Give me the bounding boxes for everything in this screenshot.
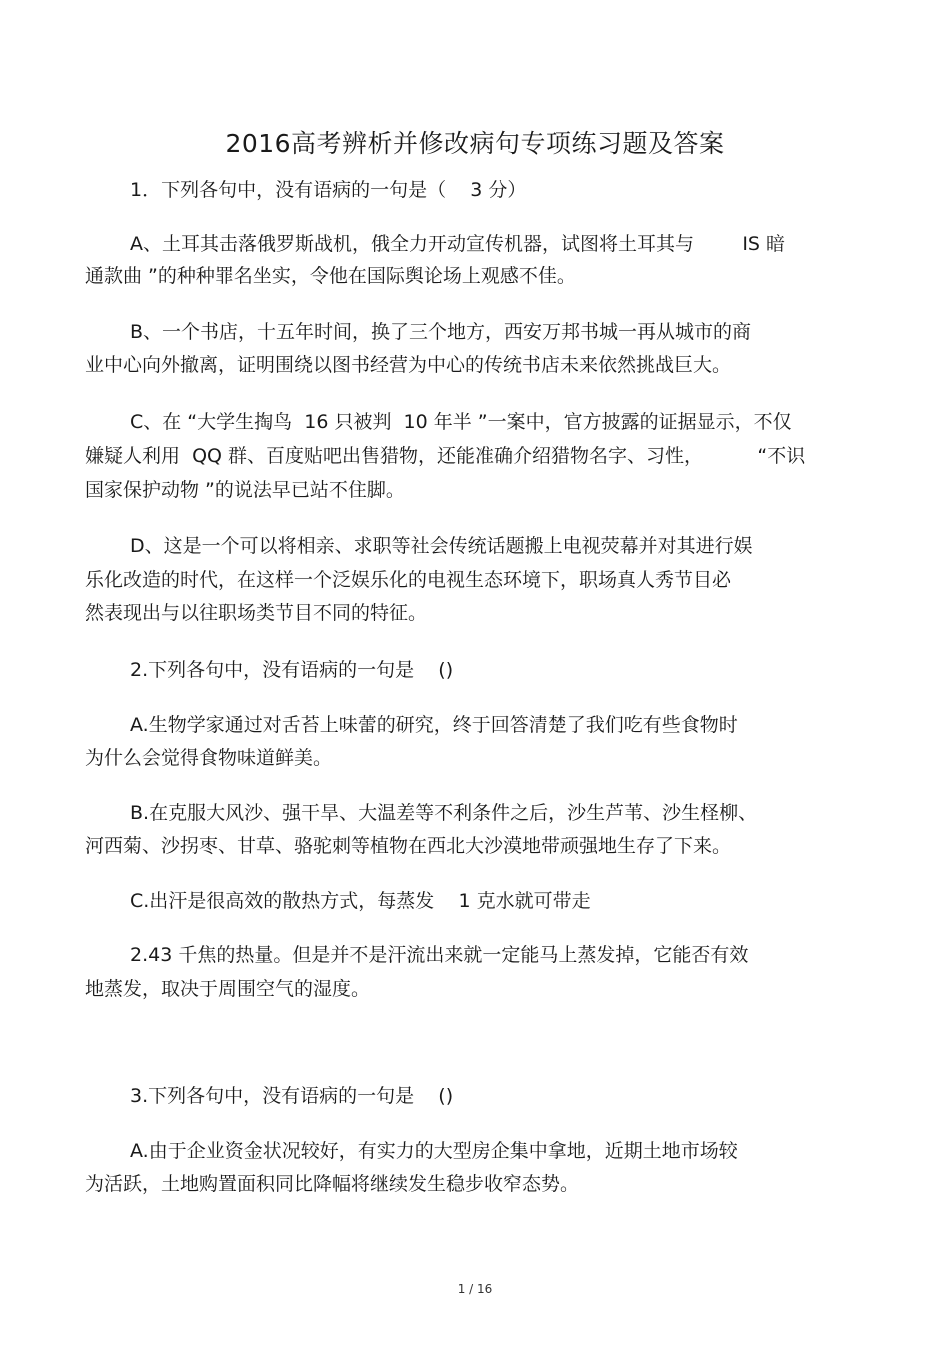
q3-option-a-line-2: 为活跃，土地购置面积同比降幅将继续发生稳步收窄态势。 [85, 1173, 580, 1195]
q2-option-c-line-3: 地蒸发，取决于周围空气的湿度。 [85, 978, 371, 1000]
q1-option-a-line-1: A、土耳其击落俄罗斯战机，俄全力开动宣传机器，试图将土耳其与 IS 暗 [130, 233, 786, 255]
q1-option-a-line-2: 通款曲 ”的种种罪名坐实，令他在国际舆论场上观感不佳。 [85, 265, 576, 287]
q2-option-a-line-1: A.生物学家通过对舌苔上味蕾的研究，终于回答清楚了我们吃有些食物时 [130, 714, 738, 736]
q2-option-a-line-2: 为什么会觉得食物味道鲜美。 [85, 747, 333, 769]
question-2-stem: 2.下列各句中，没有语病的一句是 () [130, 659, 454, 681]
document-title: 2016高考辨析并修改病句专项练习题及答案 [225, 129, 725, 158]
q1-option-d-line-1: D、这是一个可以将相亲、求职等社会传统话题搬上电视荧幕并对其进行娱 [130, 535, 753, 557]
q2-option-b-line-1: B.在克服大风沙、强干旱、大温差等不利条件之后，沙生芦苇、沙生柽柳、 [130, 802, 758, 824]
q2-option-c-line-2: 2.43 千焦的热量。但是并不是汗流出来就一定能马上蒸发掉，它能否有效 [130, 944, 749, 966]
q1-option-c-line-2: 嫌疑人利用 QQ 群、百度贴吧出售猎物，还能准确介绍猎物名字、习性， “不识 [85, 445, 806, 467]
q1-option-b-line-1: B、一个书店，十五年时间，换了三个地方，西安万邦书城一再从城市的商 [130, 321, 752, 343]
q1-option-d-line-3: 然表现出与以往职场类节目不同的特征。 [85, 602, 428, 624]
q1-option-c-line-3: 国家保护动物 ”的说法早已站不住脚。 [85, 479, 405, 501]
q2-option-b-line-2: 河西菊、沙拐枣、甘草、骆驼刺等植物在西北大沙漠地带顽强地生存了下来。 [85, 835, 732, 857]
q1-option-c-line-1: C、在 “大学生掏鸟 16 只被判 10 年半 ”一案中，官方披露的证据显示，不仅 [130, 411, 792, 433]
page-number: 1 / 16 [457, 1282, 493, 1296]
q3-option-a-line-1: A.由于企业资金状况较好，有实力的大型房企集中拿地，近期土地市场较 [130, 1140, 738, 1162]
question-3-stem: 3.下列各句中，没有语病的一句是 () [130, 1085, 454, 1107]
q2-option-c-line-1: C.出汗是很高效的散热方式，每蒸发 1 克水就可带走 [130, 890, 591, 912]
q1-option-d-line-2: 乐化改造的时代，在这样一个泛娱乐化的电视生态环境下，职场真人秀节目必 [85, 569, 732, 591]
q1-option-b-line-2: 业中心向外撤离，证明围绕以图书经营为中心的传统书店未来依然挑战巨大。 [85, 354, 732, 376]
question-1-stem: 1．下列各句中，没有语病的一句是（ 3 分） [130, 179, 527, 201]
